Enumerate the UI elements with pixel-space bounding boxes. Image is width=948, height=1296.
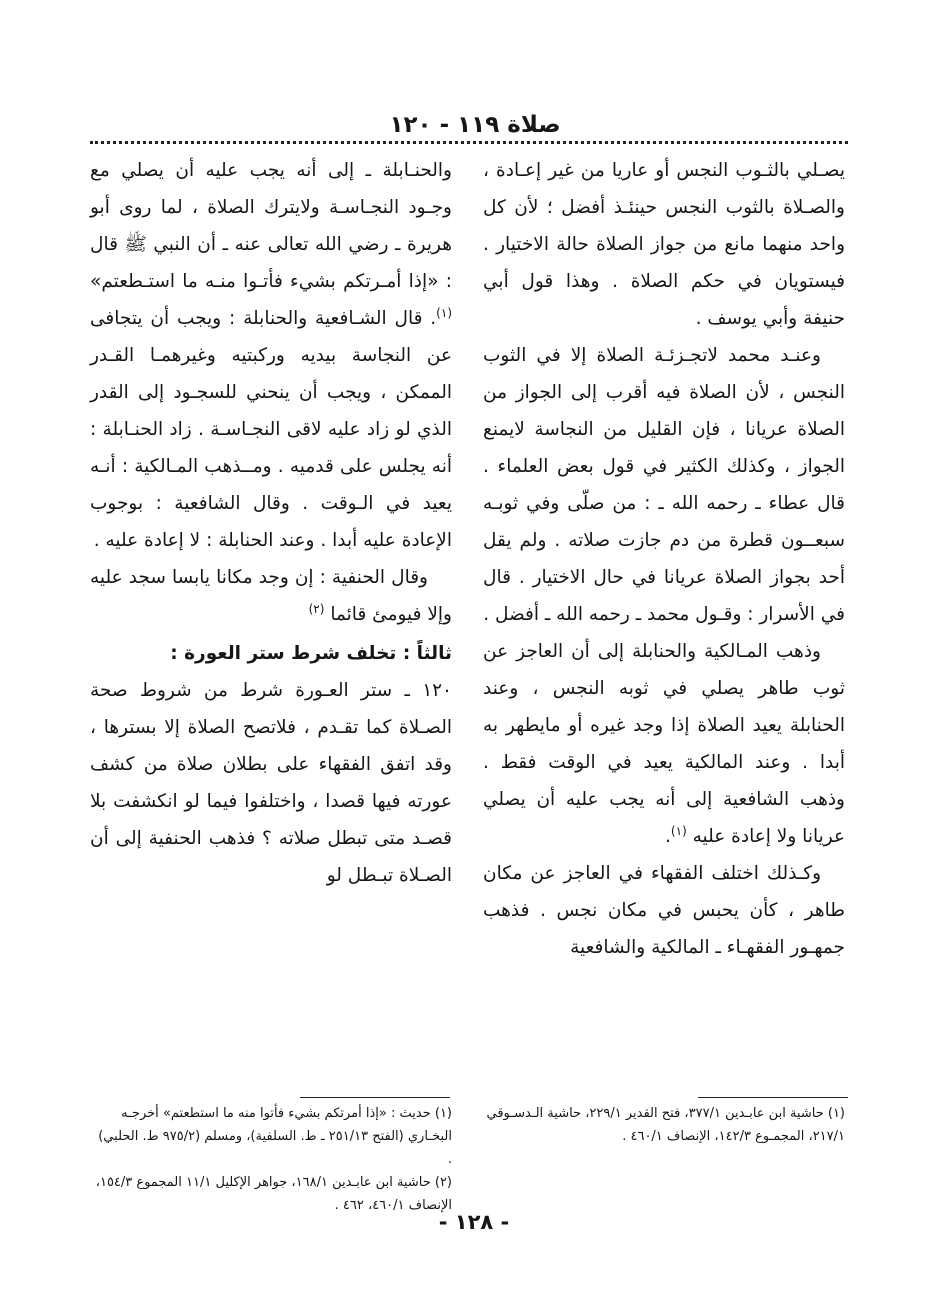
footnote-rule-left — [300, 1097, 450, 1098]
right-paragraph-4: وكـذلك اختلف الفقهاء في العاجز عن مكان طاهر ، كأن يحبس في مكان نجس . فذهب جمهـور الفقهـاء ـ المالكية والشافعية — [483, 863, 845, 958]
right-paragraph-1: يصـلي بالثـوب النجس أو عاريا من غير إعـادة ، والصـلاة بالثوب النجس حينئـذ أفضل ؛ لأن كل واحد منهما مانع من جواز الصلاة حالة الاختيار . فيستويان في حكم الصلاة . وهذا قول أبي حنيفة وأبي يوسف . — [483, 160, 845, 329]
right-paragraph-2: وعنـد محمد لاتجـزئـة الصلاة إلا في الثوب النجس ، لأن الصلاة فيه أقرب إلى الجواز من الصلاة عريانا ، فإن القليل من النجاسة لايمنع الجواز ، وكذلك الكثير في قول بعض العلماء . قال عطاء ـ رحمه الله ـ : من صلّى وفي ثوبـه سبعــون قطرة من دم جازت صلاته . ولم يقل أحد بجواز الصلاة عريانا في حال الاختيار . قال في الأسرار : وقـول محمد ـ رحمه الله ـ أفضل . — [483, 345, 845, 625]
page-header-title: صلاة ١١٩ - ١٢٠ — [389, 112, 561, 138]
left-paragraph-3: ١٢٠ ـ ستر العـورة شرط من شروط صحة الصـلاة كما تقـدم ، فلاتصح الصلاة إلا بسترها ، وقد اتفق الفقهاء على بطلان صلاة من كشف عورته فيها قصدا ، واختلفوا فيما لو انكشفت بلا قصـد متى تبطل صلاته ؟ فذهب الحنفية إلى أن الصـلاة تبـطل لو — [90, 680, 452, 886]
footnote-item: (١) حديث : «إذا أمرتكم بشيء فأتوا منه ما استطعتم» أخرجـه البخـاري (الفتح ٢٥١/١٣ ـ ط. السلفية)، ومسلم (٩٧٥/٢ ط. الحلبي) . — [98, 1106, 452, 1167]
left-column — [90, 152, 452, 894]
footnote-ref: (١) — [436, 305, 452, 320]
left-paragraph-1-text: والحنـابلة ـ إلى أنه يجب عليه أن يصلي مع وجـود النجـاسـة ولايترك الصلاة ، لما روى أبو هريرة ـ رضي الله تعالى عنه ـ أن النبي ﷺ قال : «إذا أمـرتكم بشيء فأتـوا منـه ما استـطعتم» — [90, 160, 452, 292]
header-dotted-rule — [90, 141, 848, 144]
right-paragraph-3-end: . — [665, 826, 671, 847]
footnote-rule-right — [698, 1097, 848, 1098]
left-paragraph-2-text: وقال الحنفية : إن وجد مكانا يابسا سجد عليه وإلا فيومئ قائما — [90, 567, 452, 625]
footnotes-right — [483, 1102, 845, 1148]
footnotes-left — [90, 1102, 452, 1217]
right-paragraph-3-text: وذهب المـالكية والحنابلة إلى أن العاجز عن ثوب طاهر يصلي في ثوبه النجس ، وعند الحنابلة يعيد الصلاة إذا وجد غيره أو مايطهر به أبدا . وعند المالكية يعيد في الوقت فقط . وذهب الشافعية إلى أنه يجب عليه أن يصلي عريانا ولا إعادة عليه — [483, 641, 845, 847]
footnote-item: (٢) حاشية ابن عابـدين ١٦٨/١، جواهر الإكليل ١١/١ المجموع ١٥٤/٣، الإنصاف ٤٦٠/١، ٤٦٢ . — [95, 1175, 452, 1213]
page-number: - ١٢٨ - — [438, 1210, 510, 1234]
footnote-ref: (١) — [670, 823, 687, 838]
section-heading: ثالثاً : تخلف شرط ستر العورة : — [170, 643, 452, 664]
left-paragraph-2 — [90, 559, 452, 633]
footnote-ref: (٢) — [308, 601, 325, 616]
footnote-item: (١) حاشية ابن عابـدين ٣٧٧/١، فتح القدير ٢٢٩/١، حاشية الـدسـوقي ٢١٧/١، المجمـوع ١٤٢/٣، الإنصاف ٤٦٠/١ . — [486, 1106, 845, 1144]
left-paragraph-1 — [90, 152, 452, 559]
right-paragraph-3 — [483, 633, 845, 855]
left-paragraph-1-cont: . قال الشـافعية والحنابلة : ويجب أن يتجافى عن النجاسة بيديه وركبتيه وغيرهمـا القـدر الممكن ، ويجب أن ينحني للسجـود إلى القدر الذي لو زاد عليه لاقى النجـاسـة . زاد الحنـابلة : أنه يجلس على قدميه . ومــذهب المـالكية : أنـه يعيد في الـوقت . وقال الشافعية : بوجوب الإعادة عليه أبدا . وعند الحنابلة : لا إعادة عليه . — [90, 308, 452, 551]
right-column — [483, 152, 845, 966]
